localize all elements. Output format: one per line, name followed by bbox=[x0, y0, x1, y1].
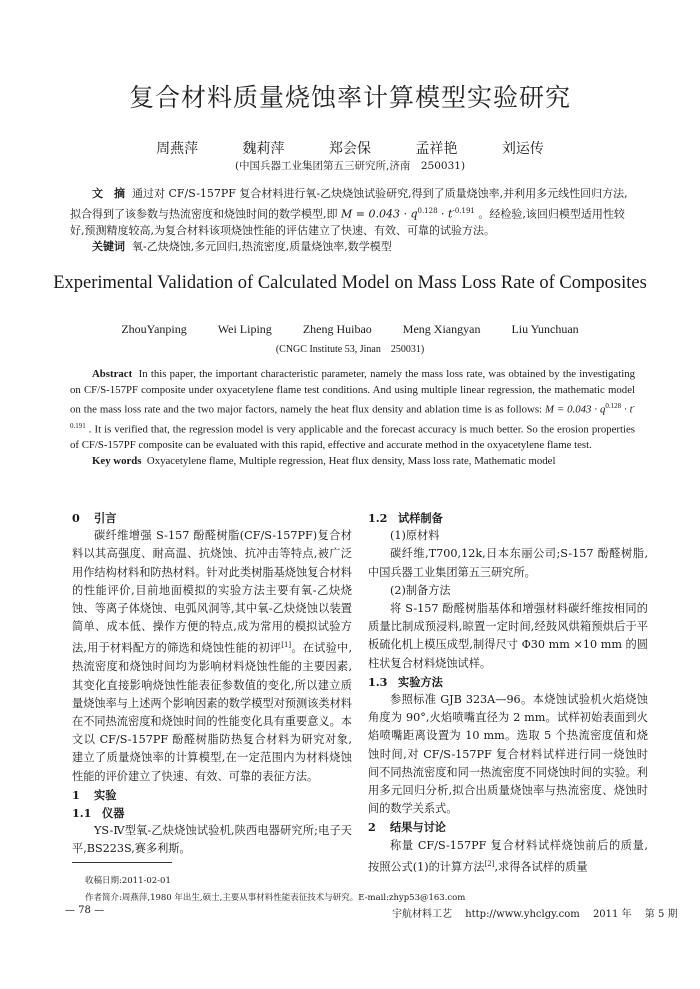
author-en: Wei Liping bbox=[217, 322, 272, 336]
abstract-text-en-end: . It is verified that, the regression model is very applicable and the forecast accuracy is much better. So the erosion properties of CF/S-157PF composite can be evaluated with this rapid, effective and accurate method in the oxyacetylene flame test. bbox=[70, 423, 635, 452]
author-cn: 周燕萍 bbox=[156, 141, 199, 157]
journal-url[interactable]: http://www.yhclgy.com bbox=[465, 909, 580, 920]
affiliation-cn: (中国兵器工业集团第五三研究所,济南 250031) bbox=[234, 160, 466, 172]
author-en: ZhouYanping bbox=[121, 322, 187, 336]
sub-heading: (1)原材料 bbox=[390, 529, 440, 543]
section-title: 结果与讨论 bbox=[390, 820, 446, 835]
subsection-heading bbox=[368, 509, 648, 527]
abstract-text-cn: 通过对 CF/S-157PF 复合材料进行氧-乙炔烧蚀试验研究,得到了质量烧蚀率,并利用多元线性回归方法,拟合得到了该参数与热流密度和烧蚀时间的数学模型,即 bbox=[70, 187, 628, 221]
paragraph-text: 碳纤维增强 S-157 酚醛树脂(CF/S-157PF)复合材料以其高强度、耐高温、抗烧蚀、抗冲击等特点,被广泛用作结构材料和防热材料。针对此类树脂基烧蚀复合材料的性能评价,目前地面模拟的实验方法主要有氧-乙炔烧蚀、等离子体烧蚀、电弧风洞等,其中氧-乙炔烧蚀以装置简单、成本低、操作方便的特点,成为常用的模拟试验方法,用于材料配方的筛选和烧蚀性能的初评 bbox=[72, 529, 352, 656]
paragraph-text: 称量 CF/S-157PF 复合材料试样烧蚀前后的质量,按照公式(1)的计算方法 bbox=[368, 838, 648, 874]
section-title: 引言 bbox=[94, 511, 117, 525]
paragraph: YS-Ⅳ型氧-乙炔烧蚀试验机,陕西电器研究所;电子天平,BS223S,赛多利斯。 bbox=[72, 824, 352, 856]
formula-t: · t bbox=[437, 207, 453, 221]
author-list-cn bbox=[0, 138, 700, 158]
page-number: — 78 — bbox=[65, 905, 105, 916]
abstract-en bbox=[70, 366, 635, 469]
left-column bbox=[72, 509, 352, 859]
paragraph-text: 。在试验中,热流密度和烧蚀时间均为影响材料烧蚀性能的主要因素,其变化直接影响烧蚀性能表征参数值的变化,所以建立质量烧蚀率与上述两个影响因素的数学模型对预测该类材料在不同热流密度和烧蚀时间的性能变化具有重要意义。本文以 CF/S-157PF 酚醛树脂防热复合材料为研究对象,建立了质量烧蚀率的计算模型,在一定范围内为材料烧蚀性能的评价建立了快速、有效、可靠的表征方法。 bbox=[72, 642, 353, 783]
paragraph: 碳纤维,T700,12k,日本东丽公司;S-157 酚醛树脂,中国兵器工业集团第五三研究所。 bbox=[368, 547, 648, 579]
section-heading bbox=[368, 818, 648, 836]
abstract-label-cn: 文 摘 bbox=[92, 187, 125, 200]
author-list-en bbox=[0, 322, 700, 337]
author-cn: 孟祥艳 bbox=[415, 141, 458, 157]
section-title: 实验方法 bbox=[398, 674, 443, 689]
citation: [2] bbox=[484, 859, 495, 868]
keywords-en: Oxyacetylene flame, Multiple regression, Heat flux density, Mass loss rate, Mathematic model bbox=[146, 455, 556, 468]
section-number: 1 bbox=[72, 787, 80, 802]
section-number: 1.3 bbox=[368, 674, 388, 689]
section-number: 1.1 bbox=[72, 805, 92, 820]
formula-cn: M = 0.043 · q bbox=[341, 207, 418, 221]
section-title: 实验 bbox=[94, 787, 117, 802]
keywords-label-cn: 关键词 bbox=[92, 240, 125, 254]
sub-heading: (2)制备方法 bbox=[390, 583, 451, 597]
formula-en: M = 0.043 · q bbox=[544, 403, 606, 416]
author-cn: 郑会保 bbox=[329, 141, 371, 157]
paragraph bbox=[72, 527, 352, 786]
abstract-cn bbox=[70, 186, 635, 256]
journal-footer bbox=[392, 905, 688, 920]
author-en: Zheng Huibao bbox=[302, 322, 372, 336]
paragraph bbox=[368, 837, 648, 877]
section-title: 仪器 bbox=[102, 805, 125, 820]
footnote-divider bbox=[72, 862, 172, 863]
subsection-heading bbox=[368, 673, 648, 691]
section-number: 1.2 bbox=[368, 511, 388, 525]
formula-t-en: · t bbox=[621, 403, 633, 416]
journal-name: 宇航材料工艺 bbox=[392, 909, 452, 920]
section-heading bbox=[72, 509, 352, 527]
exponent-q-en: 0.128 bbox=[605, 402, 622, 410]
keywords-label-en: Key words bbox=[92, 455, 142, 468]
author-cn: 魏莉萍 bbox=[242, 141, 285, 157]
author-en: Liu Yunchuan bbox=[511, 322, 579, 336]
footnote-author-bio: 作者简介:周燕萍,1980 年出生,硕士,主要从事材料性能表征技术与研究。E-mail:zhyp53@163.com bbox=[85, 893, 466, 903]
exponent-t-en: -0.191 bbox=[70, 402, 636, 430]
author-cn: 刘运传 bbox=[501, 141, 544, 157]
exponent-t: -0.191 bbox=[452, 206, 475, 215]
exponent-q: 0.128 bbox=[417, 206, 438, 215]
subsection-heading bbox=[72, 804, 352, 822]
section-title: 试样制备 bbox=[398, 511, 443, 525]
paragraph-text: ,求得各试样的质量 bbox=[494, 860, 588, 874]
abstract-text-cn-end: 。经检验,该回归模型适用性较好,预测精度较高,为复合材料该项烧蚀性能的评估建立了快速、有效、可靠的试验方法。 bbox=[70, 207, 625, 237]
footnote-received: 收稿日期:2011-02-01 bbox=[85, 876, 171, 886]
paper-title-en: Experimental Validation of Calculated Model on Mass Loss Rate of Composites bbox=[53, 273, 647, 293]
section-number: 0 bbox=[72, 511, 80, 525]
citation: [1] bbox=[281, 641, 292, 650]
section-number: 2 bbox=[368, 820, 376, 835]
abstract-label-en: Abstract bbox=[92, 368, 133, 380]
paragraph: 将 S-157 酚醛树脂基体和增强材料碳纤维按相同的质量比制成预浸料,晾置一定时间,经鼓风烘箱预烘后于平板硫化机上模压成型,制得尺寸 Φ30 mm ×10 mm 的圆柱状复合材料烧蚀试样。 bbox=[368, 602, 648, 670]
paragraph: 参照标准 GJB 323A—96。本烧蚀试验机火焰烧蚀角度为 90°,火焰喷嘴直径为 2 mm。试样初始表面到火焰喷嘴距离设置为 10 mm。选取 5 个热流密度值和烧蚀时间,对 CF/S-157PF 复合材料试样进行同一烧蚀时间不同热流密度和同一热流密度不同烧蚀时间的实验。利用多元回归分析,拟合出质量烧蚀率与热流密度、烧蚀时间的数学关系式。 bbox=[368, 693, 648, 816]
journal-year: 2011 年 bbox=[592, 909, 632, 920]
section-heading bbox=[72, 786, 352, 804]
author-en: Meng Xiangyan bbox=[402, 322, 481, 336]
journal-issue: 第 5 期 bbox=[644, 909, 678, 920]
keywords-cn: 氧-乙炔烧蚀,多元回归,热流密度,质量烧蚀率,数学模型 bbox=[132, 240, 392, 254]
paper-title-cn: 复合材料质量烧蚀率计算模型实验研究 bbox=[128, 83, 571, 112]
affiliation-en: (CNGC Institute 53, Jinan 250031) bbox=[275, 344, 425, 355]
abstract-text-en: In this paper, the important characteristic parameter, namely the mass loss rate, was obtained by the investigating on CF/S-157PF composite under oxyacetylene flame test conditions. And using multiple linear regression, the mathematic model on the mass loss rate and the two major factors, namely the heat flux density and ablation time is as follows: bbox=[70, 368, 635, 416]
right-column bbox=[368, 509, 648, 877]
